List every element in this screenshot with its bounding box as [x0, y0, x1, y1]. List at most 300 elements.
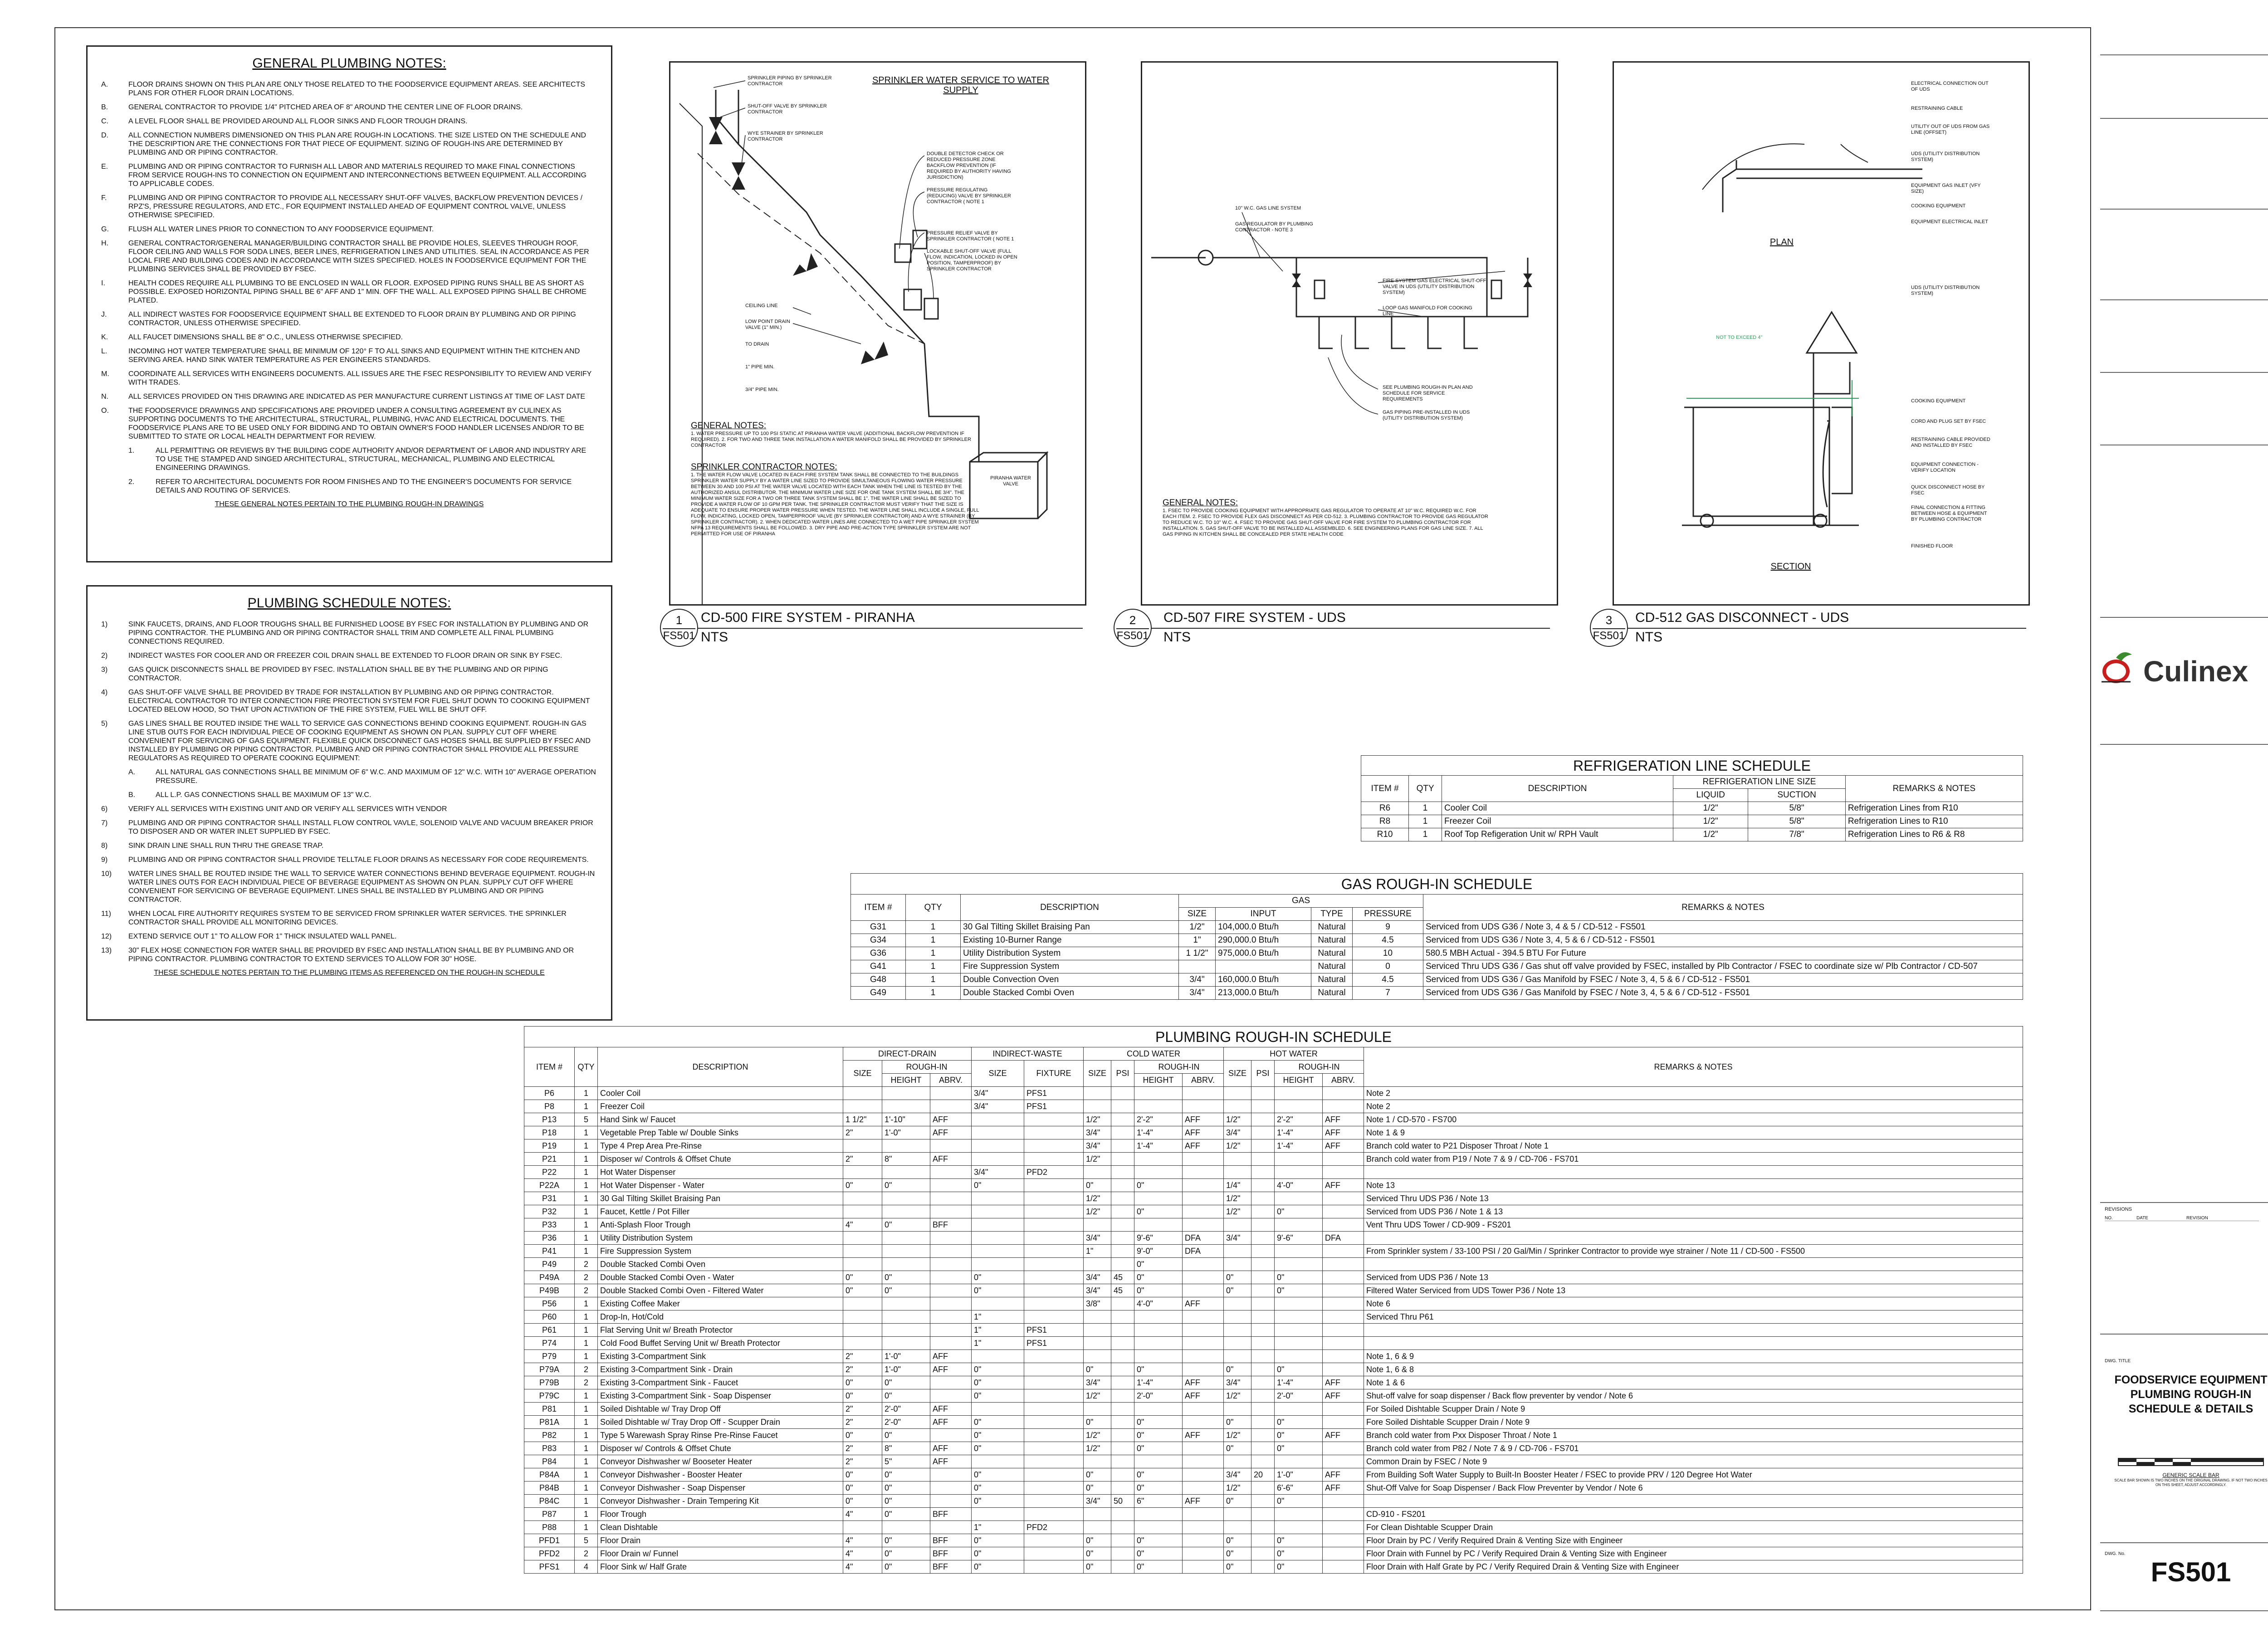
plumbing-cell: P84: [524, 1455, 575, 1468]
refrigeration-cell: Roof Top Refigeration Unit w/ RPH Vault: [1442, 828, 1673, 841]
plumbing-cell: 8": [882, 1153, 930, 1166]
plumbing-cell: P82: [524, 1429, 575, 1442]
plumbing-cell: 1/2": [1224, 1389, 1251, 1403]
plumbing-cell: [1024, 1403, 1084, 1416]
detail-3-callout: NOT TO EXCEED 4": [1716, 335, 1763, 340]
detail-2-callout: FIRE SYSTEM GAS ELECTRICAL SHUT-OFF VALVE IN UDS (UTILITY DISTRIBUTION SYSTEM): [1383, 278, 1486, 295]
plumbing-cell: [1364, 1258, 2023, 1271]
plumbing-cell: 2": [843, 1350, 882, 1363]
schedule-note: [128, 791, 597, 799]
plumbing-row: [524, 1284, 2023, 1297]
plumbing-cell: 0": [972, 1389, 1024, 1403]
plumbing-row: [524, 1389, 2023, 1403]
detail-1-sc-text: 1. THE WATER FLOW VALVE LOCATED IN EACH FIRE SYSTEM TANK SHALL BE CONNECTED TO THE BUILDINGS SPRINKLER WATER SUPPLY BY A WATER LINE SIZED TO PROVIDE SIMULTANEOUS FLOWING WATER PRESSURE BETWEEN 30 AND 100 PSI AT THE WATER VALVE LOCATED WITH EACH TANK WHEN THE LINE IS TESTED BY THE AUTHORIZED ANSUL DISTRIBUTOR. THE MINIMUM WATER LINE SIZE FOR ONE TANK SYSTEM SHALL BE 3/4". THE MINIMUM WATER SIZE FOR A TWO OR THREE TANK SYSTEM SHALL BE 1". THE WATER LINE SHALL BE SIZED TO PROVIDE A WATER FLOW OF 10 GPM PER TANK. THE SPRINKLER CONTRACTOR MUST VERIFY THAT THE SIZE IS ADEQUATE TO ENSURE PROPER WATER PRESSURE WHEN TESTED. THE WATER LINE SHALL INCLUDE A SINGLE, FULL FLOW, INDICATING, LOCKED OPEN, TAMPERPROOF VALVE (BY SPRINKLER CONTRACTOR) AND A WYE STRAINER (BY SPRINKLER CONTRACTOR). 2. WHEN DEDICATED WATER LINES ARE CONNECTED TO A WET PIPE SPRINKLER SYSTEM NFPA 13 REQUIREMENTS SHALL BE FOLLOWED. 3. DRY PIPE AND PRE-ACTION TYPE SPRINKLER SYSTEM ARE NOT PERMITTED FOR USE OF PIRANHA: [691, 472, 979, 537]
plumbing-cell: [882, 1205, 930, 1218]
plumbing-cell: For Soiled Dishtable Scupper Drain / Note 9: [1364, 1403, 2023, 1416]
plumbing-cell: [1183, 1179, 1224, 1192]
plumbing-cell: [1323, 1337, 1364, 1350]
detail-3-scale: NTS: [1635, 630, 1662, 645]
schedule-note-text: EXTEND SERVICE OUT 1" TO ALLOW FOR 1" THICK INSULATED WALL PANEL.: [128, 933, 397, 940]
plumbing-cell: Conveyor Dishwasher - Drain Tempering Kit: [598, 1495, 843, 1508]
plumbing-cell: [1183, 1271, 1224, 1284]
plumbing-cell: 1: [575, 1442, 598, 1455]
detail-1-gn-title: GENERAL NOTES:: [691, 421, 767, 430]
gas-cell: Natural: [1311, 987, 1353, 1000]
plumbing-cell: [1024, 1232, 1084, 1245]
plumbing-cell: [1224, 1100, 1251, 1113]
plumbing-cell: [1275, 1508, 1323, 1521]
plumbing-cell: Shut-off valve for soap dispenser / Back flow preventer by vendor / Note 6: [1364, 1389, 2023, 1403]
plumbing-cell: [1024, 1179, 1084, 1192]
plumbing-cell: [930, 1205, 972, 1218]
plumbing-cell: [1183, 1100, 1224, 1113]
plumbing-cell: [1134, 1403, 1183, 1416]
plumbing-cell: [882, 1245, 930, 1258]
ref-h-suction: SUCTION: [1748, 789, 1846, 802]
plumbing-cell: [1224, 1521, 1251, 1534]
gas-schedule-title: GAS ROUGH-IN SCHEDULE: [850, 873, 2023, 894]
plumbing-cell: [1275, 1258, 1323, 1271]
gas-cell: [1179, 960, 1216, 973]
plumbing-cell: [1183, 1416, 1224, 1429]
plumbing-cell: [1275, 1218, 1323, 1232]
revisions-label: REVISIONS: [2105, 1207, 2132, 1212]
scale-bar-note: SCALE BAR SHOWN IS TWO INCHES ON THE ORIGINAL DRAWING. IF NOT TWO INCHES ON THIS SHEET, ADJUST ACCORDINGLY.: [2114, 1478, 2268, 1487]
plumbing-cell: 3/4": [1084, 1232, 1111, 1245]
plumbing-cell: [1024, 1310, 1084, 1324]
plumbing-cell: [1275, 1153, 1323, 1166]
plumbing-cell: [1084, 1508, 1111, 1521]
plumbing-row: [524, 1271, 2023, 1284]
plumbing-cell: [1251, 1087, 1275, 1100]
plumbing-cell: [1183, 1284, 1224, 1297]
plumbing-cell: [1275, 1337, 1323, 1350]
plumbing-cell: P22A: [524, 1179, 575, 1192]
plumbing-row: [524, 1192, 2023, 1205]
plumbing-cell: [1251, 1192, 1275, 1205]
plumbing-cell: [972, 1350, 1024, 1363]
plumbing-cell: Disposer w/ Controls & Offset Chute: [598, 1153, 843, 1166]
plumbing-cell: [1275, 1324, 1323, 1337]
schedule-note-key: 10): [101, 870, 112, 878]
plumbing-cell: [1111, 1166, 1134, 1179]
gas-cell: 7: [1353, 987, 1423, 1000]
plumbing-cell: [1024, 1350, 1084, 1363]
plumbing-cell: 0": [972, 1271, 1024, 1284]
plumbing-cell: [843, 1310, 882, 1324]
plumbing-cell: [1364, 1337, 2023, 1350]
general-sub-note-key: 2.: [128, 478, 135, 486]
plumbing-row: [524, 1350, 2023, 1363]
plumbing-cell: [1364, 1495, 2023, 1508]
plumbing-cell: 0": [882, 1429, 930, 1442]
general-note-text: ALL CONNECTION NUMBERS DIMENSIONED ON THIS PLAN ARE ROUGH-IN LOCATIONS. THE SIZE LISTED ON THE SCHEDULE AND THE DESCRIPTION ARE THE CONNECTIONS FOR THAT PIECE OF EQUIPMENT. SIZING OF ROUGH-INS ARE DETERMINED BY PLUMBING AND OR PIPING CONTRACTOR.: [128, 132, 587, 156]
general-note: [101, 279, 597, 305]
plumbing-cell: 1'-0": [882, 1363, 930, 1376]
plumbing-row: [524, 1416, 2023, 1429]
general-note: [101, 103, 597, 112]
general-note-key: M.: [101, 370, 109, 378]
plumbing-cell: [1111, 1324, 1134, 1337]
gas-cell: 30 Gal Tilting Skillet Braising Pan: [961, 921, 1179, 934]
plumbing-cell: [1111, 1350, 1134, 1363]
plumbing-cell: [882, 1297, 930, 1310]
plumbing-cell: P49: [524, 1258, 575, 1271]
plumbing-cell: [1251, 1113, 1275, 1126]
detail-1-general-notes: [691, 421, 981, 537]
plumbing-cell: AFF: [1183, 1495, 1224, 1508]
plumbing-cell: AFF: [930, 1363, 972, 1376]
plumbing-cell: 45: [1111, 1271, 1134, 1284]
plumbing-cell: Branch cold water from P82 / Note 7 & 9 / CD-706 - FS701: [1364, 1442, 2023, 1455]
schedule-notes-list: [101, 620, 597, 963]
plumbing-cell: [1183, 1205, 1224, 1218]
plumbing-cell: [843, 1166, 882, 1179]
plumbing-cell: 4": [843, 1218, 882, 1232]
plumbing-cell: [1111, 1232, 1134, 1245]
plumbing-cell: Shut-Off Valve for Soap Dispenser / Back Flow Preventer by Vendor / Note 6: [1364, 1481, 2023, 1495]
plumbing-cell: 1: [575, 1179, 598, 1192]
plumbing-cell: 1: [575, 1139, 598, 1153]
plumbing-cell: [1111, 1547, 1134, 1560]
plumbing-cell: Floor Drain with Half Grate by PC / Verify Required Drain & Venting Size with Engineer: [1364, 1560, 2023, 1574]
plumbing-cell: [1111, 1100, 1134, 1113]
general-note-text: INCOMING HOT WATER TEMPERATURE SHALL BE MINIMUM OF 120° F TO ALL SINKS AND EQUIPMENT WITHIN THE KITCHEN AND SERVING AREA. HAND SINK WATER TEMPERATURE AS PER ENGINEERS STANDARDS.: [128, 347, 580, 364]
plumbing-cell: 0": [1275, 1363, 1323, 1376]
plumbing-cell: 1: [575, 1416, 598, 1429]
plumbing-cell: 1: [575, 1218, 598, 1232]
plumbing-cell: 1'-4": [1134, 1139, 1183, 1153]
plumbing-cell: 9'-6": [1134, 1232, 1183, 1245]
gas-cell: 10: [1353, 947, 1423, 960]
dwg-title-block: [2105, 1359, 2268, 1416]
plumbing-cell: 2'-0": [882, 1403, 930, 1416]
plumbing-cell: 1: [575, 1310, 598, 1324]
detail-3-callout: COOKING EQUIPMENT: [1911, 203, 1966, 209]
plumbing-cell: [930, 1100, 972, 1113]
plumbing-cell: P32: [524, 1205, 575, 1218]
plumbing-cell: [1084, 1521, 1111, 1534]
detail-3-bubble: 3 FS501: [1590, 609, 1628, 647]
plumbing-cell: 0": [1224, 1284, 1251, 1297]
plumbing-cell: P18: [524, 1126, 575, 1139]
plumbing-cell: AFF: [1323, 1376, 1364, 1389]
plumbing-cell: [1224, 1166, 1251, 1179]
general-note: [101, 80, 597, 98]
detail-3-callout: EQUIPMENT ELECTRICAL INLET: [1911, 219, 1988, 225]
plumbing-cell: P84A: [524, 1468, 575, 1481]
ref-h-desc: DESCRIPTION: [1442, 776, 1673, 802]
plumbing-cell: 0": [843, 1271, 882, 1284]
plumbing-cell: [930, 1192, 972, 1205]
plumbing-cell: 2": [843, 1363, 882, 1376]
plumbing-cell: 1: [575, 1468, 598, 1481]
plumbing-cell: [1111, 1192, 1134, 1205]
plumbing-cell: 3/4": [1224, 1232, 1251, 1245]
plumbing-cell: 1: [575, 1350, 598, 1363]
schedule-note-key: 12): [101, 933, 112, 940]
detail-2-general-notes: [1163, 498, 1489, 538]
plumbing-cell: 2: [575, 1284, 598, 1297]
plumbing-cell: P61: [524, 1324, 575, 1337]
plumbing-cell: P83: [524, 1442, 575, 1455]
refrigeration-schedule-table: [1361, 775, 2023, 841]
schedule-note-key: 5): [101, 720, 108, 728]
gas-cell: Serviced from UDS G36 / Gas Manifold by FSEC / Note 3, 4, 5 & 6 / CD-512 - FS501: [1423, 973, 2023, 987]
plumbing-cell: P8: [524, 1100, 575, 1113]
plumbing-row: [524, 1139, 2023, 1153]
plumbing-cell: [1084, 1310, 1111, 1324]
plumbing-cell: [1024, 1258, 1084, 1271]
plumbing-cell: 0": [1224, 1416, 1251, 1429]
refrigeration-cell: R8: [1361, 815, 1409, 828]
gas-cell: Natural: [1311, 973, 1353, 987]
plumbing-cell: [1224, 1508, 1251, 1521]
plumbing-row: [524, 1547, 2023, 1560]
plumbing-cell: Note 1, 6 & 8: [1364, 1363, 2023, 1376]
detail-3-callout: RESTRAINING CABLE: [1911, 106, 1963, 111]
plumbing-cell: [1251, 1232, 1275, 1245]
plumbing-cell: 0": [972, 1179, 1024, 1192]
plumbing-cell: 3/4": [1084, 1284, 1111, 1297]
plumbing-cell: [972, 1245, 1024, 1258]
plumbing-cell: [972, 1403, 1024, 1416]
plumbing-cell: P79A: [524, 1363, 575, 1376]
plumbing-cell: Branch cold water from Pxx Disposer Throat / Note 1: [1364, 1429, 2023, 1442]
gas-cell: 9: [1353, 921, 1423, 934]
gas-cell: G36: [851, 947, 906, 960]
plumbing-cell: [1024, 1481, 1084, 1495]
plumbing-cell: For Clean Dishtable Scupper Drain: [1364, 1521, 2023, 1534]
plumbing-cell: Utility Distribution System: [598, 1232, 843, 1245]
general-note: [101, 310, 597, 328]
plumbing-cell: 0": [1275, 1416, 1323, 1429]
detail-1-callout: SHUT-OFF VALVE BY SPRINKLER CONTRACTOR: [748, 103, 827, 115]
plumbing-cell: 0": [1084, 1416, 1111, 1429]
plumbing-cell: [972, 1508, 1024, 1521]
refrigeration-cell: 1: [1409, 828, 1442, 841]
plumbing-cell: [972, 1192, 1024, 1205]
plumbing-cell: 20: [1251, 1468, 1275, 1481]
detail-1-frame: [669, 61, 1086, 606]
plumbing-row: [524, 1100, 2023, 1113]
plumbing-cell: 0": [882, 1218, 930, 1232]
plumbing-row: [524, 1337, 2023, 1350]
general-notes-panel: [86, 45, 612, 562]
plumbing-cell: [1024, 1284, 1084, 1297]
detail-1-gn-text: 1. WATER PRESSURE UP TO 100 PSI STATIC AT PIRANHA WATER VALVE (ADDITIONAL BACKFLOW PREVENTION IF REQUIRED). 2. FOR TWO AND THREE TANK INSTALLATION A WATER MANIFOLD SHALL BE PROVIDED BY SPRINKLER CONTRACTOR: [691, 431, 971, 448]
plumbing-cell: [1275, 1455, 1323, 1468]
detail-2-frame: [1141, 61, 1558, 606]
general-note: [101, 194, 597, 220]
schedule-note-key: 11): [101, 910, 111, 918]
plumbing-cell: Note 13: [1364, 1179, 2023, 1192]
plumbing-cell: 0": [1275, 1495, 1323, 1508]
plumbing-cell: P74: [524, 1337, 575, 1350]
chef-hat-icon: [2098, 646, 2148, 692]
gas-cell: 1: [906, 947, 961, 960]
plumbing-cell: [1323, 1205, 1364, 1218]
general-notes-list: [101, 80, 597, 441]
plumbing-cell: [1111, 1139, 1134, 1153]
plumbing-cell: 0": [882, 1508, 930, 1521]
refrigeration-cell: 5/8": [1748, 802, 1846, 815]
plumbing-cell: [1024, 1495, 1084, 1508]
plumbing-cell: [1111, 1113, 1134, 1126]
plumbing-cell: [1183, 1310, 1224, 1324]
plumbing-cell: [1024, 1389, 1084, 1403]
plumbing-cell: [1183, 1403, 1224, 1416]
plumbing-cell: [1134, 1521, 1183, 1534]
plumbing-cell: [972, 1258, 1024, 1271]
plumbing-cell: 1'-4": [1134, 1126, 1183, 1139]
detail-1-scale: NTS: [701, 630, 728, 645]
plumbing-cell: AFF: [1323, 1429, 1364, 1442]
schedule-note-text: ALL L.P. GAS CONNECTIONS SHALL BE MAXIMUM OF 13" W.C.: [156, 791, 371, 799]
plumbing-cell: [1224, 1153, 1251, 1166]
plumbing-cell: [1183, 1481, 1224, 1495]
plumbing-cell: 0": [1134, 1442, 1183, 1455]
plumbing-cell: P13: [524, 1113, 575, 1126]
plumbing-cell: 0": [1224, 1547, 1251, 1560]
plumbing-cell: 1: [575, 1455, 598, 1468]
plumbing-cell: [1183, 1468, 1224, 1481]
plumbing-cell: [1024, 1271, 1084, 1284]
gas-cell: 1 1/2": [1179, 947, 1216, 960]
plumbing-cell: Floor Drain w/ Funnel: [598, 1547, 843, 1560]
plumbing-cell: [930, 1389, 972, 1403]
plumbing-cell: AFF: [930, 1113, 972, 1126]
plumbing-row: [524, 1324, 2023, 1337]
plumbing-cell: 0": [882, 1376, 930, 1389]
plumbing-cell: PFS1: [1024, 1324, 1084, 1337]
plumbing-cell: 1'-4": [1275, 1126, 1323, 1139]
plumbing-cell: [1251, 1350, 1275, 1363]
plumbing-cell: [1224, 1297, 1251, 1310]
plumbing-cell: [1024, 1192, 1084, 1205]
schedule-note: [101, 805, 597, 813]
schedule-note-key: 8): [101, 842, 108, 850]
plumbing-cell: [1251, 1258, 1275, 1271]
gas-schedule-table: ITEM # QTY DESCRIPTION GAS REMARKS & NOTES SIZE INPUT TYPE PRESSURE G31 1 30 Gal Tilting Skillet Braising Pan 1/2" 104,000.0 Btu/h Natural 9 Serviced from UDS G36 / Note 3, 4 & 5 / CD-512 - FS501 G34 1 Existing 10-Burner Range 1" 290,000.0 Btu/h Natural 4.5 Serviced from UDS G36 / Note 3, 4, 5 & 6 / CD-512 - FS501 G36 1 Utility Distribution System 1 1/2" 975,000.0 Btu/h Natural 10 580.5 MBH Actual - 394.5 BTU For Future G41 1 Fire Suppression System Natural 0 Serviced Thru UDS G36 / Gas shut off valve provided by FSEC, installed by Plb Contractor / FSEC to coordinate size w/ Plb Contractor / CD-507 G48 1 Double Convection Oven 3/4" 160,000.0 Btu/h Natural 4.5 Serviced from UDS G36 / Gas Manifold by FSEC / Note 3, 4, 5 & 6 / CD-512 - FS501 G49 1 Double Stacked Combi Oven 3/4" 213,000.0 Btu/h Natural 7 Serviced from UDS G36 / Gas Manifold by FSEC / Note 3, 4, 5 & 6 / CD-512 - FS501: [850, 894, 2023, 1000]
schedule-note-key: 1): [101, 621, 108, 628]
schedule-note-key: 9): [101, 856, 108, 864]
plumbing-cell: Serviced from UDS P36 / Note 1 & 13: [1364, 1205, 2023, 1218]
plumbing-cell: 1'-10": [882, 1113, 930, 1126]
gas-disconnect-diagram: [1614, 63, 2028, 604]
plumbing-cell: [1084, 1258, 1111, 1271]
gas-cell: G31: [851, 921, 906, 934]
plumbing-row: [524, 1153, 2023, 1166]
general-note: [101, 131, 597, 157]
plumbing-cell: 4": [843, 1547, 882, 1560]
refrigeration-cell: 1/2": [1673, 828, 1748, 841]
plumbing-cell: 0": [843, 1389, 882, 1403]
refrigeration-row: [1361, 815, 2023, 828]
plumbing-cell: Freezer Coil: [598, 1100, 843, 1113]
general-note: [101, 225, 597, 234]
plumbing-cell: [1024, 1508, 1084, 1521]
plumbing-row: [524, 1258, 2023, 1271]
refrigeration-cell: 7/8": [1748, 828, 1846, 841]
plumbing-cell: 1/2": [1224, 1139, 1251, 1153]
plumbing-cell: [1134, 1337, 1183, 1350]
scale-bar-graphic: [2114, 1456, 2268, 1470]
schedule-note-text: ALL NATURAL GAS CONNECTIONS SHALL BE MINIMUM OF 6" W.C. AND MAXIMUM OF 12" W.C. WITH 10" AVERAGE OPERATION PRESSURE.: [156, 768, 596, 785]
plumbing-cell: PFD2: [1024, 1521, 1084, 1534]
plumbing-cell: [1024, 1560, 1084, 1574]
detail-1-callout: DOUBLE DETECTOR CHECK OR REDUCED PRESSURE ZONE BACKFLOW PREVENTION (IF REQUIRED BY AUTHORITY HAVING JURISDICTION): [927, 151, 1011, 180]
plumbing-cell: [1224, 1455, 1251, 1468]
schedule-note: [101, 651, 597, 660]
plumbing-cell: [1251, 1495, 1275, 1508]
gas-cell: 213,000.0 Btu/h: [1216, 987, 1311, 1000]
plumbing-cell: PFD2: [524, 1547, 575, 1560]
plumbing-cell: 0": [843, 1376, 882, 1389]
plumbing-cell: [930, 1087, 972, 1100]
plumbing-cell: AFF: [1183, 1139, 1224, 1153]
plumbing-cell: Soiled Dishtable w/ Tray Drop Off: [598, 1403, 843, 1416]
plumbing-cell: [1183, 1153, 1224, 1166]
plumbing-cell: 0": [1134, 1363, 1183, 1376]
plumbing-cell: [1111, 1087, 1134, 1100]
plumbing-cell: [1024, 1218, 1084, 1232]
detail-2-callout: LOOP GAS MANIFOLD FOR COOKING LINE: [1383, 305, 1472, 317]
plumbing-cell: [1224, 1403, 1251, 1416]
plumbing-cell: [1134, 1455, 1183, 1468]
plumbing-cell: 1/2": [1084, 1429, 1111, 1442]
general-note-key: I.: [101, 279, 105, 287]
plumbing-cell: [1183, 1547, 1224, 1560]
plumbing-cell: 0": [1224, 1271, 1251, 1284]
dwg-number: FS501: [2151, 1557, 2231, 1587]
plumbing-cell: BFF: [930, 1534, 972, 1547]
general-note-key: L.: [101, 347, 108, 355]
detail-3-callout: UDS (UTILITY DISTRIBUTION SYSTEM): [1911, 151, 1980, 162]
plumbing-cell: [1224, 1245, 1251, 1258]
detail-3-callout: RESTRAINING CABLE PROVIDED AND INSTALLED BY FSEC: [1911, 437, 1990, 448]
plumbing-cell: 0": [843, 1468, 882, 1481]
plumbing-cell: [1323, 1218, 1364, 1232]
refrigeration-cell: Refrigeration Lines to R10: [1845, 815, 2023, 828]
plumbing-cell: Floor Sink w/ Half Grate: [598, 1560, 843, 1574]
plumbing-cell: [1323, 1521, 1364, 1534]
plumbing-cell: 0": [1224, 1442, 1251, 1455]
plumbing-cell: 0": [1134, 1258, 1183, 1271]
schedule-note: [101, 856, 597, 864]
plumbing-cell: 1: [575, 1245, 598, 1258]
plumbing-cell: 5: [575, 1113, 598, 1126]
plumbing-cell: PFS1: [1024, 1087, 1084, 1100]
gas-cell: Double Stacked Combi Oven: [961, 987, 1179, 1000]
ref-h-liquid: LIQUID: [1673, 789, 1748, 802]
plumbing-cell: [1251, 1245, 1275, 1258]
plumbing-cell: [1111, 1455, 1134, 1468]
general-note-text: GENERAL CONTRACTOR TO PROVIDE 1/4" PITCHED AREA OF 8" AROUND THE CENTER LINE OF FLOOR DRAINS.: [128, 103, 523, 111]
plumbing-cell: [1111, 1126, 1134, 1139]
plumbing-cell: 0": [1134, 1468, 1183, 1481]
plumbing-cell: 1: [575, 1205, 598, 1218]
detail-3-callout: PLAN: [1769, 237, 1794, 247]
plumbing-cell: [930, 1337, 972, 1350]
plumbing-cell: [843, 1100, 882, 1113]
plumbing-cell: [1224, 1258, 1251, 1271]
plumbing-cell: [1183, 1192, 1224, 1205]
detail-3-callout: UTILITY OUT OF UDS FROM GAS LINE (OFFSET): [1911, 124, 1990, 135]
plumbing-cell: 0": [882, 1179, 930, 1192]
plumbing-cell: 0": [843, 1429, 882, 1442]
plumbing-cell: [1084, 1350, 1111, 1363]
